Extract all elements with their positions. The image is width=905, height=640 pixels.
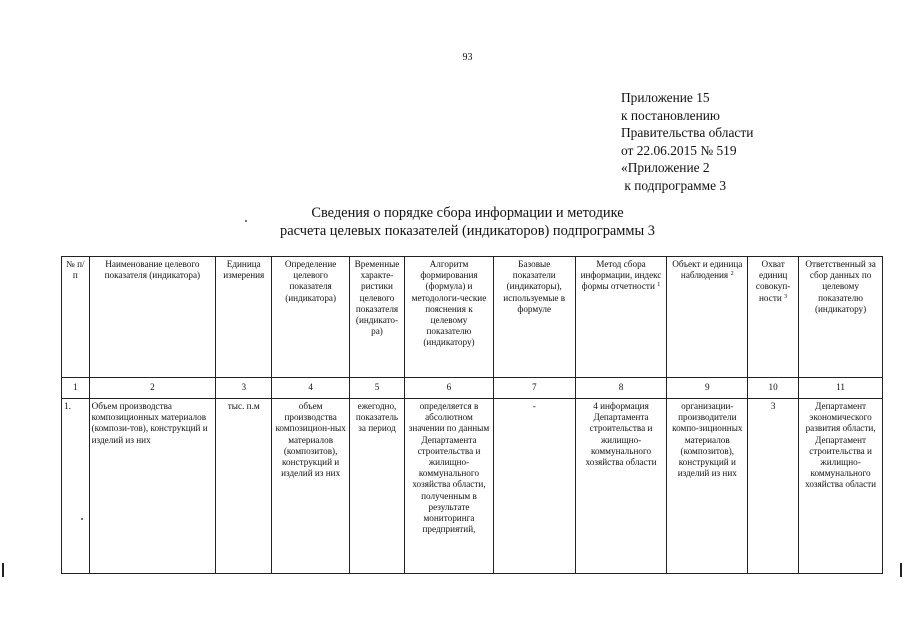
column-number: 9: [667, 378, 748, 399]
column-header: Определение целевого показателя (индикатора): [272, 257, 350, 378]
column-header: Объект и единица наблюдения $^2$: [667, 257, 748, 378]
indicator-object: организации-производители компо-зиционных материалов (композитов), конструкций и изделий из них: [667, 399, 748, 574]
column-number: 3: [216, 378, 272, 399]
column-number: 4: [272, 378, 350, 399]
column-header: Метод сбора информации, индекс формы отчетности $^1$: [575, 257, 667, 378]
row-number: 1.: [62, 399, 90, 574]
column-number: 6: [405, 378, 494, 399]
footnote-mark: 1: [657, 281, 661, 289]
column-header: № п/п: [62, 257, 90, 378]
footnote-mark: 3: [784, 292, 788, 300]
column-number: 8: [575, 378, 667, 399]
appendix-block: [621, 89, 753, 195]
scan-speck: [81, 518, 83, 520]
column-number: 5: [349, 378, 404, 399]
scan-edge-mark-left: [2, 563, 4, 577]
indicator-responsible: Департамент экономического развития области, Департамент строительства и жилищно-коммунального хозяйства области: [799, 399, 883, 574]
appendix-line: «Приложение 2: [621, 160, 710, 176]
indicator-name: Объем производства композиционных материалов (компози-тов), конструкций и изделий из них: [89, 399, 216, 574]
appendix-line: Приложение 15: [621, 90, 710, 105]
appendix-line: к постановлению: [621, 107, 720, 123]
column-header: Базовые показатели (индикаторы), используемые в формуле: [493, 257, 575, 378]
table-row: [62, 399, 883, 574]
indicator-definition: объем производства композицион-ных материалов (композитов), конструкций и изделий из них: [272, 399, 350, 574]
column-number: 1: [62, 378, 90, 399]
document-title-line-1: Сведения о порядке сбора информации и методике: [311, 205, 624, 221]
document-title-line-2: расчета целевых показателей (индикаторов) подпрограммы 3: [280, 223, 655, 239]
page-number: 93: [462, 52, 473, 63]
indicator-coverage: 3: [748, 399, 799, 574]
column-header: Наименование целевого показателя (индикатора): [89, 257, 216, 378]
indicator-algorithm: определяется в абсолютном значении по данным Департамента строительства и жилищно-коммунального хозяйства области, полученным в результате мониторинга предприятий,: [405, 399, 494, 574]
indicator-timing: ежегодно, показатель за период: [349, 399, 404, 574]
indicator-method: 4 информация Департамента строительства и жилищно-коммунального хозяйства области: [575, 399, 667, 574]
scan-edge-mark-right: [900, 563, 902, 577]
column-header: Единица измерения: [216, 257, 272, 378]
appendix-line: от 22.06.2015 № 519: [621, 142, 737, 158]
footnote-mark: 2: [730, 270, 734, 278]
indicator-base: -: [493, 399, 575, 574]
column-number: 2: [89, 378, 216, 399]
column-header: Алгоритм формирования (формула) и методологи-ческие пояснения к целевому показателю (индикатору): [405, 257, 494, 378]
column-number: 10: [748, 378, 799, 399]
table-header-row: [62, 257, 883, 378]
column-number-row: [62, 378, 883, 399]
appendix-line: к подпрограмме 3: [621, 177, 727, 193]
column-number: 7: [493, 378, 575, 399]
column-header: Ответственный за сбор данных по целевому показателю (индикатору): [799, 257, 883, 378]
indicators-table: [61, 256, 883, 574]
column-header: Охват единиц совокуп-ности $^3$: [748, 257, 799, 378]
column-number: 11: [799, 378, 883, 399]
appendix-line: Правительства области: [621, 125, 754, 141]
indicator-unit: тыс. п.м: [216, 399, 272, 574]
column-header: Временные характе-ристики целевого показателя (индикато-ра): [349, 257, 404, 378]
scan-speck: [245, 220, 247, 222]
document-title: [0, 204, 905, 240]
